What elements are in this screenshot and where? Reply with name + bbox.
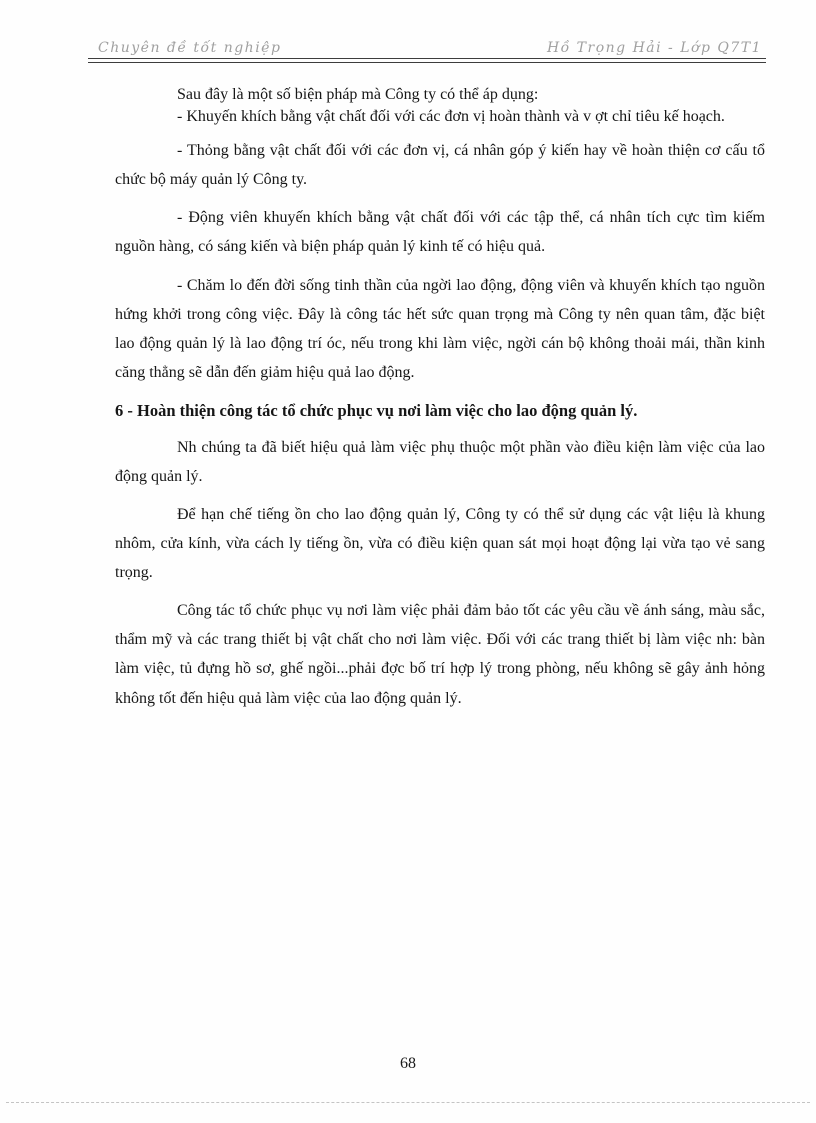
body-paragraph: Để hạn chế tiếng ồn cho lao động quản lý, Công ty có thể sử dụng các vật liệu là khung nhôm, cửa kính, vừa cách ly tiếng ồn, vừa có điều kiện quan sát mọi hoạt động lại vừa tạo vẻ sang trọng. [115, 505, 765, 582]
bullet-paragraph: - Thỏng bằng vật chất đối với các đơn vị, cá nhân góp ý kiến hay về hoàn thiện cơ cấu tổ chức bộ máy quản lý Công ty. [115, 142, 765, 189]
bullet-paragraph: - Chăm lo đến đời sống tinh thần của ngời lao động, động viên và khuyến khích tạo nguồn hứng khởi trong công việc. Đây là công tác hết sức quan trọng mà Công ty nên quan tâm, đặc biệt lao động quản lý là lao động trí óc, nếu trong khi làm việc, ngời cán bộ không thoải mái, thần kinh căng thẳng sẽ dẫn đến giảm hiệu quả lao động. [115, 276, 765, 381]
bottom-scan-edge [6, 1102, 810, 1103]
page-number: 68 [400, 1055, 416, 1072]
body-paragraph: Công tác tổ chức phục vụ nơi làm việc phải đảm bảo tốt các yêu cầu về ánh sáng, màu sắc, thẩm mỹ và các trang thiết bị vật chất cho nơi làm việc. Đối với các trang thiết bị làm việc nh: bàn làm việc, tủ đựng hồ sơ, ghế ngồi...phải đợc bố trí hợp lý trong phòng, nếu không sẽ gây ảnh hỏng không tốt đến hiệu quả làm việc của lao động quản lý. [115, 602, 765, 707]
header-left-script: Chuyên đề tốt nghiệp [98, 40, 282, 56]
bullet-intro: - Khuyến khích bằng vật chất đối với các đơn vị hoàn thành và v ợt chỉ tiêu kế hoạch. [177, 108, 725, 126]
page-footer [0, 1055, 816, 1073]
intro-line: Sau đây là một số biện pháp mà Công ty có thể áp dụng: [177, 86, 539, 103]
section-heading: 6 - Hoàn thiện công tác tổ chức phục vụ nơi làm việc cho lao động quản lý. [115, 401, 638, 421]
header-divider [88, 58, 766, 63]
bullet-paragraph: - Động viên khuyến khích bằng vật chất đối với các tập thể, cá nhân tích cực tìm kiếm nguồn hàng, có sáng kiến và biện pháp quản lý kinh tế có hiệu quả. [115, 209, 765, 256]
document-body [115, 84, 765, 722]
header-right-script: Hồ Trọng Hải - Lớp Q7T1 [546, 40, 762, 56]
body-paragraph: Nh chúng ta đã biết hiệu quả làm việc phụ thuộc một phần vào điều kiện làm việc của lao động quản lý. [115, 438, 765, 485]
